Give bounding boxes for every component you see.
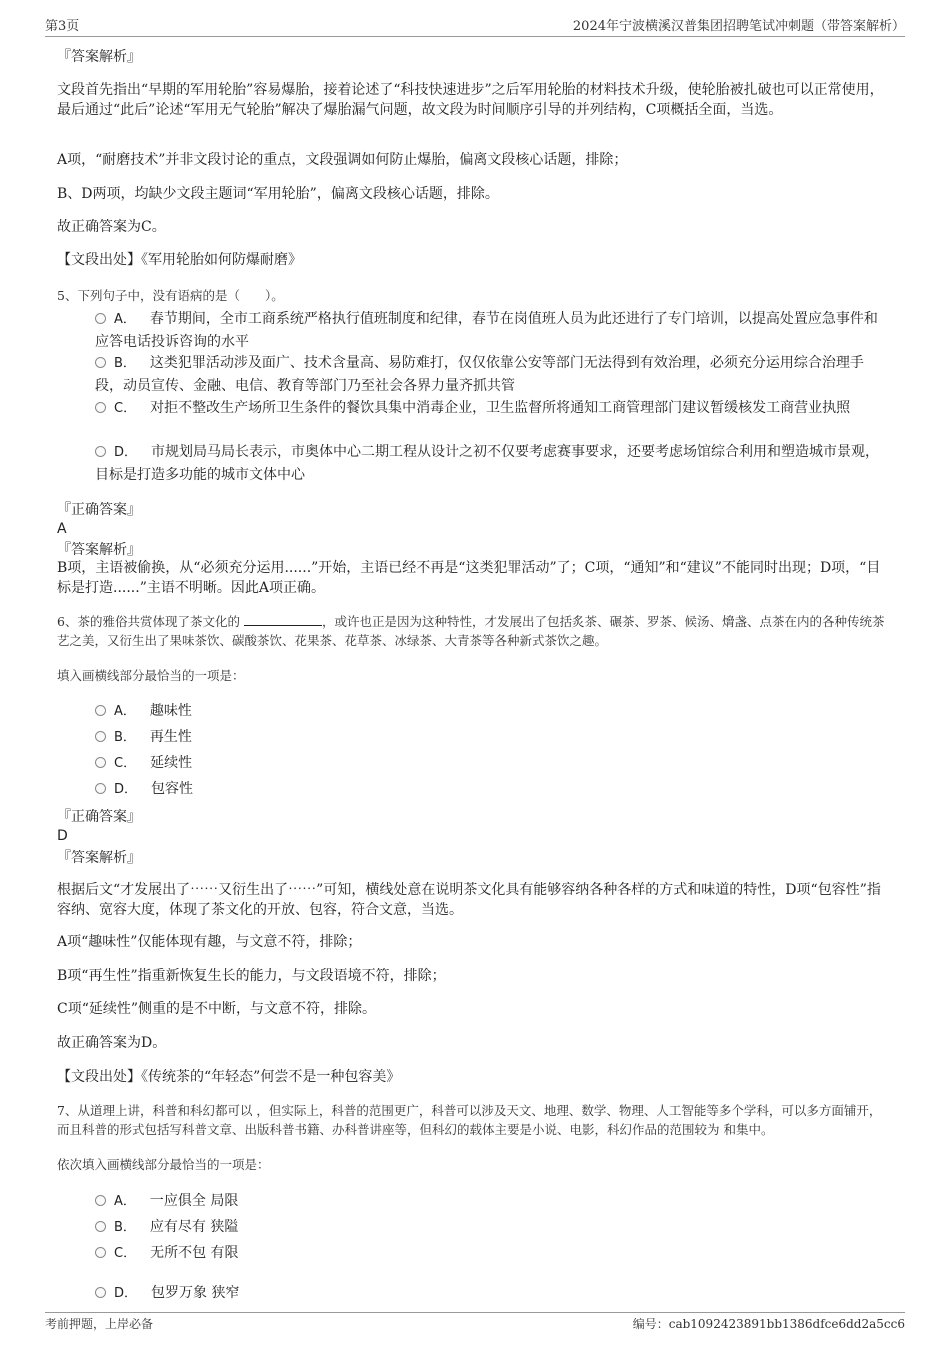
option-text: 应有尽有 狭隘	[149, 1219, 239, 1235]
radio-button[interactable]	[95, 705, 106, 716]
page-header	[45, 12, 905, 37]
option-text: 一应俱全 局限	[149, 1193, 239, 1209]
q6-stem-before: 6、茶的雅俗共赏体现了茶文化的	[57, 614, 240, 629]
document-code: 编号：cab1092423891bb1386dfce6dd2a5cc6	[632, 1317, 905, 1331]
q4-analysis-label: 『答案解析』	[57, 49, 141, 65]
q4-analysis-p2: A项，“耐磨技术”并非文段讨论的重点，文段强调如何防止爆胎，偏离文段核心话题，排除；	[57, 152, 628, 168]
q6-analysis-p4: C项“延续性”侧重的是不中断，与文意不符，排除。	[57, 1001, 377, 1017]
document-title: 2024年宁波横溪汉普集团招聘笔试冲刺题（带答案解析）	[572, 19, 905, 34]
option-letter: B．	[114, 730, 136, 745]
q6-analysis-p3: B项“再生性”指重新恢复生长的能力，与文段语境不符，排除；	[57, 968, 446, 984]
q4-analysis-p3: B、D两项，均缺少文段主题词“军用轮胎”，偏离文段核心话题，排除。	[57, 186, 499, 202]
radio-button[interactable]	[95, 402, 106, 413]
q6-source: 【文段出处】《传统茶的“年轻态”何尝不是一种包容美》	[57, 1069, 401, 1085]
q6-analysis-p2: A项“趣味性”仅能体现有趣，与文意不符，排除；	[57, 934, 362, 950]
fill-blank	[244, 613, 322, 626]
q5-option-c[interactable]	[95, 397, 888, 420]
option-letter: D．	[114, 1286, 138, 1301]
option-text: 市规划局马局长表示，市奥体中心二期工程从设计之初不仅要考虑赛事要求，还要考虑场馆综合利用和塑造城市景观，目标是打造多功能的城市文体中心	[95, 444, 880, 483]
q5-option-a[interactable]	[95, 308, 888, 353]
option-text: 春节期间，全市工商系统严格执行值班制度和纪律，春节在岗值班人员为此还进行了专门培训，以提高处置应急事件和应答电话投诉咨询的水平	[95, 311, 878, 350]
q6-analysis-label: 『答案解析』	[57, 850, 141, 866]
q7-stem: 7、从道理上讲，科普和科幻都可以 ，但实际上，科普的范围更广，科普可以涉及天文、地理、数学、物理、人工智能等多个学科，可以多方面铺开，而且科普的形式包括写科普文章、出版科普书籍、办科普讲座等，但科幻的载体主要是小说、电影，科幻作品的范围较为 和集中。	[57, 1103, 882, 1137]
q6-answer-label: 『正确答案』	[57, 809, 141, 825]
q5-analysis-label: 『答案解析』	[57, 542, 141, 558]
q4-source: 【文段出处】《军用轮胎如何防爆耐磨》	[57, 252, 302, 268]
q6-analysis-p5: 故正确答案为D。	[57, 1035, 167, 1051]
option-letter: C．	[114, 1246, 137, 1261]
option-letter: C．	[114, 401, 137, 416]
radio-button[interactable]	[95, 1221, 106, 1232]
radio-button[interactable]	[95, 757, 106, 768]
q7-option-b[interactable]	[95, 1216, 888, 1239]
q4-analysis-p1: 文段首先指出“早期的军用轮胎”容易爆胎，接着论述了“科技快速进步”之后军用轮胎的材料技术升级，使轮胎被扎破也可以正常使用，最后通过“此后”论述“军用无气轮胎”解决了爆胎漏气问题，故文段为时间顺序引导的并列结构，C项概括全面，当选。	[57, 82, 884, 118]
q6-answer: D	[57, 828, 68, 844]
radio-button[interactable]	[95, 1195, 106, 1206]
option-text: 趣味性	[149, 703, 192, 719]
option-letter: C．	[114, 756, 137, 771]
radio-button[interactable]	[95, 313, 106, 324]
option-letter: A．	[114, 1194, 136, 1209]
q7-option-c[interactable]	[95, 1242, 888, 1265]
footer-slogan: 考前押题，上岸必备	[45, 1317, 154, 1331]
q6-prompt: 填入画横线部分最恰当的一项是：	[57, 668, 245, 683]
option-letter: B．	[114, 356, 136, 371]
q6-option-d[interactable]	[95, 778, 888, 801]
option-text: 再生性	[149, 729, 192, 745]
radio-button[interactable]	[95, 357, 106, 368]
option-text: 这类犯罪活动涉及面广、技术含量高、易防难打，仅仅依靠公安等部门无法得到有效治理，必须充分运用综合治理手段，动员宣传、金融、电信、教育等部门乃至社会各界力量齐抓共管	[95, 355, 864, 394]
q5-analysis: B项，主语被偷换，从“必须充分运用......”开始，主语已经不再是“这类犯罪活动”了；C项，“通知”和“建议”不能同时出现；D项，“目标是打造......”主语不明晰。因此A项正确。	[57, 560, 881, 596]
radio-button[interactable]	[95, 1287, 106, 1298]
q6-stem	[57, 612, 888, 650]
q5-answer: A	[57, 521, 67, 537]
option-letter: B．	[114, 1220, 136, 1235]
q4-analysis-p4: 故正确答案为C。	[57, 219, 166, 235]
q7-option-d[interactable]	[95, 1282, 888, 1305]
q5-option-d[interactable]	[95, 441, 888, 486]
q7-option-a[interactable]	[95, 1190, 888, 1213]
option-text: 无所不包 有限	[150, 1245, 239, 1261]
q7-prompt: 依次填入画横线部分最恰当的一项是：	[57, 1157, 270, 1172]
option-letter: D．	[114, 445, 138, 460]
radio-button[interactable]	[95, 731, 106, 742]
radio-button[interactable]	[95, 783, 106, 794]
q5-answer-label: 『正确答案』	[57, 502, 141, 518]
option-text: 延续性	[150, 755, 193, 771]
q6-stem-after: ，或许也正是因为这种特性，才发展出了包括炙茶、碾茶、罗茶、候汤、熁盏、点茶在内的各种传统茶艺之美，又衍生出了果味茶饮、碳酸茶饮、花果茶、花草茶、冰绿茶、大青茶等各种新式茶饮之趣。	[57, 614, 885, 648]
q6-option-a[interactable]	[95, 700, 888, 723]
option-text: 对拒不整改生产场所卫生条件的餐饮具集中消毒企业，卫生监督所将通知工商管理部门建议暂缓核发工商营业执照	[150, 400, 851, 416]
option-text: 包容性	[151, 781, 194, 797]
option-letter: A．	[114, 312, 136, 327]
q6-option-b[interactable]	[95, 726, 888, 749]
radio-button[interactable]	[95, 1247, 106, 1258]
option-text: 包罗万象 狭窄	[151, 1285, 240, 1301]
radio-button[interactable]	[95, 446, 106, 457]
page-number: 第3页	[45, 19, 80, 34]
q6-analysis-p1: 根据后文“才发展出了⋯⋯又衍生出了⋯⋯”可知，横线处意在说明茶文化具有能够容纳各种各样的方式和味道的特性，D项“包容性”指容纳、宽容大度，体现了茶文化的开放、包容，符合文意，当选。	[57, 882, 881, 918]
option-letter: A．	[114, 704, 136, 719]
q5-option-b[interactable]	[95, 352, 888, 397]
page-footer	[45, 1312, 905, 1335]
q6-option-c[interactable]	[95, 752, 888, 775]
option-letter: D．	[114, 782, 138, 797]
q5-stem: 5、下列句子中，没有语病的是（ ）。	[57, 288, 284, 303]
